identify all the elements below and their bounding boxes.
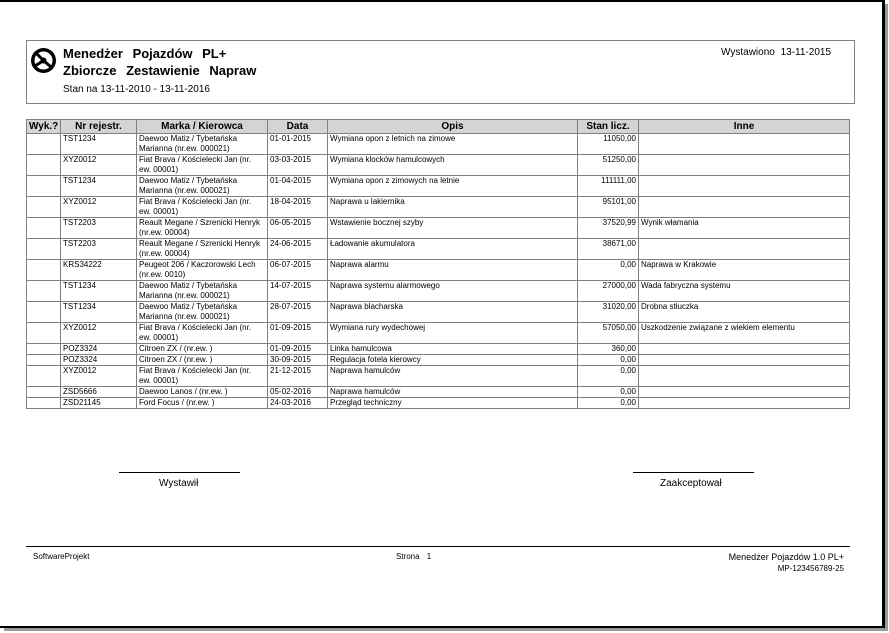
cell-reg: KRS34222: [61, 260, 137, 281]
cell-date: 06-07-2015: [268, 260, 328, 281]
table-row: [27, 344, 850, 355]
cell-desc: Przegląd techniczny: [328, 398, 578, 409]
cell-date: 01-01-2015: [268, 134, 328, 155]
cell-car: Daewoo Matiz / Tybetańska Marianna (nr.ew. 000021): [137, 176, 268, 197]
cell-reg: TST1234: [61, 302, 137, 323]
cell-other: Wynik włamania: [639, 218, 850, 239]
page-shadow-bottom: [4, 628, 888, 631]
cell-other: [639, 134, 850, 155]
cell-odometer: 31020,00: [578, 302, 639, 323]
cell-car: Citroen ZX / (nr.ew. ): [137, 344, 268, 355]
cell-reg: XYZ0012: [61, 323, 137, 344]
cell-desc: Wstawienie bocznej szyby: [328, 218, 578, 239]
cell-car: Daewoo Matiz / Tybetańska Marianna (nr.ew. 000021): [137, 281, 268, 302]
cell-reg: TST2203: [61, 218, 137, 239]
cell-date: 01-09-2015: [268, 323, 328, 344]
table-row: [27, 398, 850, 409]
cell-odometer: 11050,00: [578, 134, 639, 155]
cell-car: Reault Megane / Szrenicki Henryk (nr.ew. 00004): [137, 239, 268, 260]
issued-date: Wystawiono 13-11-2015: [721, 47, 832, 58]
footer-company: SoftwareProjekt: [33, 552, 90, 561]
cell-desc: Naprawa hamulców: [328, 387, 578, 398]
table-row: [27, 197, 850, 218]
cell-other: Uszkodzenie związane z wiekiem elementu: [639, 323, 850, 344]
cell-car: Reault Megane / Szrenicki Henryk (nr.ew. 00004): [137, 218, 268, 239]
cell-other: [639, 155, 850, 176]
cell-other: [639, 197, 850, 218]
cell-date: 01-09-2015: [268, 344, 328, 355]
cell-desc: Naprawa systemu alarmowego: [328, 281, 578, 302]
table-row: [27, 239, 850, 260]
page-frame-top: [0, 0, 883, 2]
col-header-date: Data: [268, 120, 328, 134]
report-title: Zbiorcze Zestawienie Napraw: [63, 63, 257, 78]
cell-car: Daewoo Matiz / Tybetańska Marianna (nr.ew. 000021): [137, 302, 268, 323]
cell-desc: Wymiana opon z letnich na zimowe: [328, 134, 578, 155]
cell-other: Drobna stłuczka: [639, 302, 850, 323]
cell-wyk: [27, 239, 61, 260]
cell-other: [639, 176, 850, 197]
app-name: Menedżer Pojazdów PL+: [63, 46, 227, 61]
table-row: [27, 366, 850, 387]
cell-car: Ford Focus / (nr.ew. ): [137, 398, 268, 409]
cell-other: Wada fabryczna systemu: [639, 281, 850, 302]
page-shadow-right: [885, 4, 888, 630]
cell-desc: Wymiana opon z zimowych na letnie: [328, 176, 578, 197]
cell-other: [639, 387, 850, 398]
cell-odometer: 0,00: [578, 260, 639, 281]
cell-odometer: 360,00: [578, 344, 639, 355]
table-row: [27, 281, 850, 302]
cell-odometer: 0,00: [578, 366, 639, 387]
col-header-odometer: Stan licz.: [578, 120, 639, 134]
cell-odometer: 38671,00: [578, 239, 639, 260]
steering-wheel-icon: [30, 47, 57, 74]
cell-date: 24-06-2015: [268, 239, 328, 260]
cell-desc: Ładowanie akumulatora: [328, 239, 578, 260]
cell-wyk: [27, 197, 61, 218]
cell-reg: ZSD5666: [61, 387, 137, 398]
cell-other: [639, 398, 850, 409]
table-row: [27, 323, 850, 344]
table-row: [27, 302, 850, 323]
cell-reg: POZ3324: [61, 355, 137, 366]
cell-wyk: [27, 176, 61, 197]
cell-odometer: 95101,00: [578, 197, 639, 218]
cell-desc: Naprawa alarmu: [328, 260, 578, 281]
col-header-desc: Opis: [328, 120, 578, 134]
cell-other: [639, 355, 850, 366]
cell-odometer: 0,00: [578, 355, 639, 366]
col-header-reg: Nr rejestr.: [61, 120, 137, 134]
cell-reg: XYZ0012: [61, 366, 137, 387]
cell-reg: TST1234: [61, 134, 137, 155]
cell-date: 06-05-2015: [268, 218, 328, 239]
cell-wyk: [27, 155, 61, 176]
col-header-other: Inne: [639, 120, 850, 134]
footer-product: Menedżer Pojazdów 1.0 PL+: [728, 552, 844, 562]
cell-date: 24-03-2016: [268, 398, 328, 409]
cell-car: Fiat Brava / Kościelecki Jan (nr. ew. 00001): [137, 366, 268, 387]
cell-reg: TST1234: [61, 281, 137, 302]
approver-signature-line: [633, 472, 754, 473]
cell-odometer: 57050,00: [578, 323, 639, 344]
cell-date: 03-03-2015: [268, 155, 328, 176]
col-header-car: Marka / Kierowca: [137, 120, 268, 134]
cell-wyk: [27, 323, 61, 344]
cell-desc: Naprawa blacharska: [328, 302, 578, 323]
cell-desc: Wymiana klocków hamulcowych: [328, 155, 578, 176]
cell-reg: POZ3324: [61, 344, 137, 355]
issuer-signature-line: [119, 472, 240, 473]
cell-wyk: [27, 218, 61, 239]
table-row: [27, 260, 850, 281]
cell-desc: Naprawa hamulców: [328, 366, 578, 387]
cell-wyk: [27, 260, 61, 281]
cell-wyk: [27, 398, 61, 409]
cell-date: 28-07-2015: [268, 302, 328, 323]
cell-car: Fiat Brava / Kościelecki Jan (nr. ew. 00001): [137, 155, 268, 176]
cell-date: 05-02-2016: [268, 387, 328, 398]
cell-car: Daewoo Matiz / Tybetańska Marianna (nr.ew. 000021): [137, 134, 268, 155]
approver-signature-label: Zaakceptował: [660, 478, 722, 489]
cell-odometer: 37520,99: [578, 218, 639, 239]
cell-other: [639, 366, 850, 387]
footer-page-number: Strona 1: [396, 552, 432, 561]
issuer-signature-label: Wystawił: [159, 478, 199, 489]
cell-wyk: [27, 387, 61, 398]
cell-desc: Wymiana rury wydechowej: [328, 323, 578, 344]
cell-reg: TST1234: [61, 176, 137, 197]
col-header-wyk: Wyk.?: [27, 120, 61, 134]
cell-wyk: [27, 355, 61, 366]
cell-reg: XYZ0012: [61, 197, 137, 218]
cell-odometer: 0,00: [578, 398, 639, 409]
cell-reg: ZSD21145: [61, 398, 137, 409]
repairs-table: [26, 119, 850, 409]
cell-date: 18-04-2015: [268, 197, 328, 218]
cell-date: 21-12-2015: [268, 366, 328, 387]
cell-odometer: 0,00: [578, 387, 639, 398]
cell-desc: Regulacja fotela kierowcy: [328, 355, 578, 366]
cell-odometer: 27000,00: [578, 281, 639, 302]
cell-car: Daewoo Lanos / (nr.ew. ): [137, 387, 268, 398]
cell-car: Fiat Brava / Kościelecki Jan (nr. ew. 00001): [137, 323, 268, 344]
footer-product-code: MP-123456789-25: [777, 564, 844, 573]
footer-divider: [26, 546, 850, 547]
table-row: [27, 134, 850, 155]
cell-date: 30-09-2015: [268, 355, 328, 366]
cell-car: Citroen ZX / (nr.ew. ): [137, 355, 268, 366]
cell-wyk: [27, 134, 61, 155]
cell-other: [639, 344, 850, 355]
cell-desc: Linka hamulcowa: [328, 344, 578, 355]
table-row: [27, 218, 850, 239]
cell-odometer: 111111,00: [578, 176, 639, 197]
table-header-row: [27, 120, 850, 134]
cell-car: Peugeot 206 / Kaczorowski Lech (nr.ew. 0010): [137, 260, 268, 281]
table-row: [27, 176, 850, 197]
cell-other: [639, 239, 850, 260]
cell-reg: TST2203: [61, 239, 137, 260]
cell-car: Fiat Brava / Kościelecki Jan (nr. ew. 00001): [137, 197, 268, 218]
table-row: [27, 387, 850, 398]
cell-date: 14-07-2015: [268, 281, 328, 302]
report-period: Stan na 13-11-2010 - 13-11-2016: [63, 84, 210, 95]
cell-wyk: [27, 302, 61, 323]
table-row: [27, 355, 850, 366]
cell-date: 01-04-2015: [268, 176, 328, 197]
cell-wyk: [27, 344, 61, 355]
cell-desc: Naprawa u lakiernika: [328, 197, 578, 218]
cell-wyk: [27, 366, 61, 387]
cell-reg: XYZ0012: [61, 155, 137, 176]
cell-wyk: [27, 281, 61, 302]
table-row: [27, 155, 850, 176]
cell-other: Naprawa w Krakowie: [639, 260, 850, 281]
cell-odometer: 51250,00: [578, 155, 639, 176]
